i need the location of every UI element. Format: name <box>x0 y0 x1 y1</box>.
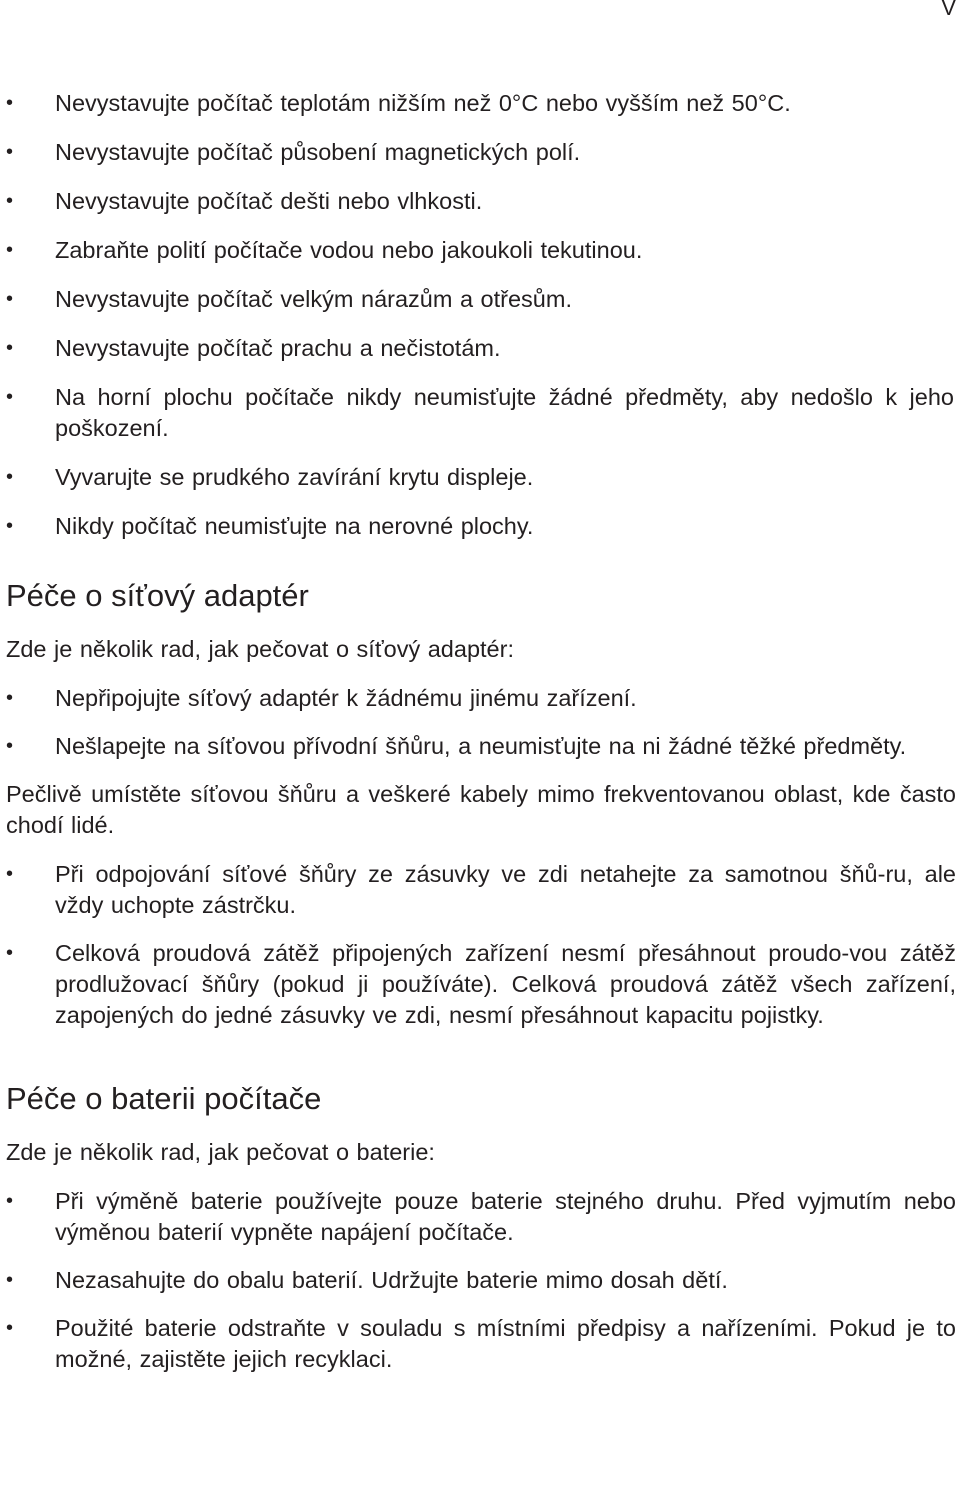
section-heading-battery: Péče o baterii počítače <box>6 1081 322 1116</box>
list-item: • Nevystavujte počítač velkým nárazům a otřesům. <box>6 284 956 315</box>
section-intro-battery: Zde je několik rad, jak pečovat o baterie: <box>6 1139 435 1165</box>
list-item: • Nevystavujte počítač působení magnetických polí. <box>6 137 956 168</box>
list-item: • Nešlapejte na síťovou přívodní šňůru, a neumisťujte na ni žádné těžké předměty. <box>6 731 956 762</box>
document-body <box>6 88 956 1392</box>
list-item: • Zabraňte polití počítače vodou nebo jakoukoli tekutinou. <box>6 235 956 266</box>
section-intro-adapter: Zde je několik rad, jak pečovat o síťový adaptér: <box>6 636 514 662</box>
adapter-paragraph: Pečlivě umístěte síťovou šňůru a veškeré kabely mimo frekventovanou oblast, kde často chodí lidé. <box>6 781 956 838</box>
list-item: • Při odpojování síťové šňůry ze zásuvky ve zdi netahejte za samotnou šňů-ru, ale vždy uchopte zástrčku. <box>6 859 956 921</box>
adapter-bullet-list <box>6 683 956 762</box>
list-item: • Nevystavujte počítač dešti nebo vlhkosti. <box>6 186 956 217</box>
section-heading-adapter: Péče o síťový adaptér <box>6 578 309 613</box>
list-item: • Použité baterie odstraňte v souladu s místními předpisy a nařízeními. Pokud je to možné, zajistěte jejich recyklaci. <box>6 1313 956 1375</box>
battery-bullet-list <box>6 1186 956 1375</box>
page-number: V <box>941 0 956 20</box>
list-item: • Nikdy počítač neumisťujte na nerovné plochy. <box>6 511 956 542</box>
list-item: • Nevystavujte počítač prachu a nečistotám. <box>6 333 956 364</box>
list-item: • Celková proudová zátěž připojených zařízení nesmí přesáhnout proudo-vou zátěž prodlužovací šňůry (pokud ji používáte). Celková proudová zátěž všech zařízení, zapojených do jedné zásuvky ve zdi, nesmí přesáhnout kapacitu pojistky. <box>6 938 956 1031</box>
list-item: • Nevystavujte počítač teplotám nižším než 0°C nebo vyšším než 50°C. <box>6 88 956 119</box>
list-item: • Vyvarujte se prudkého zavírání krytu displeje. <box>6 462 956 493</box>
intro-bullet-list <box>6 88 956 542</box>
list-item: • Při výměně baterie používejte pouze baterie stejného druhu. Před vyjmutím nebo výměnou baterií vypněte napájení počítače. <box>6 1186 956 1248</box>
list-item: • Na horní plochu počítače nikdy neumisťujte žádné předměty, aby nedošlo k jeho poškození. <box>6 382 956 444</box>
adapter-bullet-list-2 <box>6 859 956 1031</box>
list-item: • Nezasahujte do obalu baterií. Udržujte baterie mimo dosah dětí. <box>6 1265 956 1296</box>
list-item: • Nepřipojujte síťový adaptér k žádnému jinému zařízení. <box>6 683 956 714</box>
